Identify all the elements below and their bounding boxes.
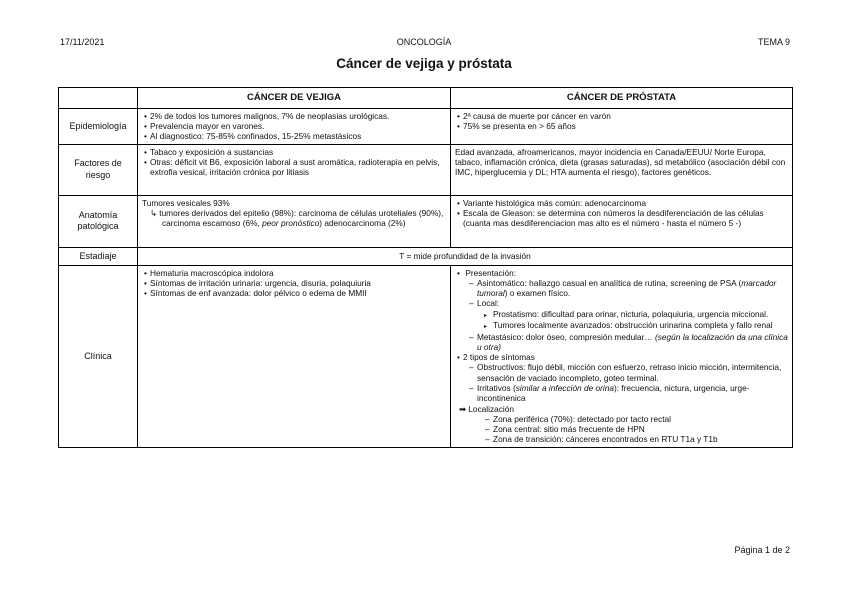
list-item: ▸ Tumores localmente avanzados: obstrucción urinarina completa y fallo renal	[455, 320, 788, 331]
list-item: – Obstructivos: flujo débil, micción con esfuerzo, retraso inicio micción, intermitencia, sensación de vaciado incompleto, goteo terminal.	[455, 362, 788, 383]
list-item: • Al diagnostico: 75-85% confinados, 15-25% metastásicos	[142, 131, 446, 141]
list-item: • Tabaco y exposición a sustancias	[142, 147, 446, 157]
header-topic: TEMA 9	[757, 37, 790, 47]
list-item: • Síntomas de enf avanzada: dolor pélvico o edema de MMII	[142, 288, 446, 298]
row-clinica	[59, 265, 793, 447]
anatomia-intro: Tumores vesicales 93%	[142, 197, 230, 208]
row-epidemiologia	[59, 108, 793, 144]
list-item: • 2 tipos de síntomas	[455, 352, 788, 362]
list-item: • Variante histológica más común: adenocarcinoma	[455, 198, 788, 208]
cell-epidemiologia-vejiga	[138, 108, 451, 144]
list-item: – Zona de transición: cánceres encontrados en RTU T1a y T1b	[455, 434, 788, 444]
cell-epidemiologia-prostata	[451, 108, 793, 144]
comparison-table	[58, 87, 793, 448]
column-header-vejiga: CÁNCER DE VEJIGA	[138, 88, 451, 109]
anatomia-detail-italic: peor pronóstico	[262, 218, 320, 229]
sub-arrow-icon: ↳	[150, 207, 157, 218]
arrow-right-icon: ➡	[459, 403, 466, 414]
header-subject: ONCOLOGÍA	[396, 37, 452, 47]
list-item	[455, 268, 788, 278]
list-item: • Síntomas de irritación urinaria: urgencia, disuria, polaquiuria	[142, 278, 446, 288]
list-item: – Zona periférica (70%): detectado por tacto rectal	[455, 414, 788, 424]
anatomia-detail	[142, 208, 446, 229]
cell-factores-prostata: Edad avanzada, afroamericanos, mayor incidencia en Canada/EEUU/ Norte Europa, tabaco, inflamación crónica, dieta (grasas saturadas), sd metabólico (asociación débil con IMC, hiperglucemia y DL; HTA aumenta el riesgo), factores genéticos.	[451, 144, 793, 195]
presentacion-label: Presentación:	[465, 267, 517, 278]
cell-clinica-vejiga	[138, 265, 451, 447]
localizacion-heading: ➡ Localización	[459, 403, 514, 414]
row-label-estadiaje: Estadiaje	[59, 247, 138, 265]
cell-anatomia-prostata	[451, 195, 793, 247]
list-item: – Zona central: sitio más frecuente de HPN	[455, 424, 788, 434]
list-item: – Asintomático: hallazgo casual en analítica de rutina, screening de PSA (marcador tumoral) o examen físico.	[455, 278, 788, 299]
list-item: – Metastásico: dolor óseo, compresión medular… (según la localización da una clínica u otra)	[455, 332, 788, 353]
row-estadiaje	[59, 247, 793, 265]
list-item: • 2% de todos los tumores malignos, 7% de neoplasias urológicas.	[142, 111, 446, 121]
row-label-clinica: Clínica	[59, 265, 138, 447]
list-item: • 2ª causa de muerte por cáncer en varón	[455, 111, 788, 121]
cell-anatomia-vejiga	[138, 195, 451, 247]
cell-estadiaje: T = mide profundidad de la invasión	[138, 247, 793, 265]
corner-cell	[59, 88, 138, 109]
anatomia-detail-b: ) adenocarcinoma (2%)	[319, 218, 406, 229]
row-label-epidemiologia: Epidemiología	[59, 108, 138, 144]
page-title: Cáncer de vejiga y próstata	[336, 56, 512, 71]
list-item: • Otras: déficit vit B6, exposición laboral a sust aromática, radioterapia en pelvis, extrofia vesical, irritación crónica por litiasis	[142, 157, 446, 178]
table-header-row	[59, 88, 793, 109]
list-item: – Irritativos (similar a infección de orina): frecuencia, nictura, urgencia, urge-incontinenica	[455, 383, 788, 404]
anatomia-detail-a: tumores derivados del epitelio (98%): carcinoma de células uroteliales (90%), carcinoma escamoso (6%,	[159, 207, 444, 229]
row-anatomia	[59, 195, 793, 247]
row-label-anatomia: Anatomía patológica	[59, 195, 138, 247]
list-item: • 75% se presenta en > 65 años	[455, 121, 788, 131]
column-header-prostata: CÁNCER DE PRÓSTATA	[451, 88, 793, 109]
list-item: • Prevalencia mayor en varones.	[142, 121, 446, 131]
cell-factores-vejiga	[138, 144, 451, 195]
header-date: 17/11/2021	[60, 37, 105, 47]
page-number: Página 1 de 2	[734, 545, 790, 555]
list-item: ▸ Prostatismo: dificultad para orinar, nicturia, polaquiuria, urgencia miccional.	[455, 309, 788, 320]
list-item: – Local:	[455, 298, 788, 308]
cell-clinica-prostata	[451, 265, 793, 447]
list-item: • Hematuria macroscópica indolora	[142, 268, 446, 278]
row-factores	[59, 144, 793, 195]
list-item: • Escala de Gleason: se determina con números la desdiferenciación de las células (cuanta mas desdiferenciacion mas alto es el número - hasta el número 5 -)	[455, 208, 788, 229]
row-label-factores: Factores de riesgo	[59, 144, 138, 195]
